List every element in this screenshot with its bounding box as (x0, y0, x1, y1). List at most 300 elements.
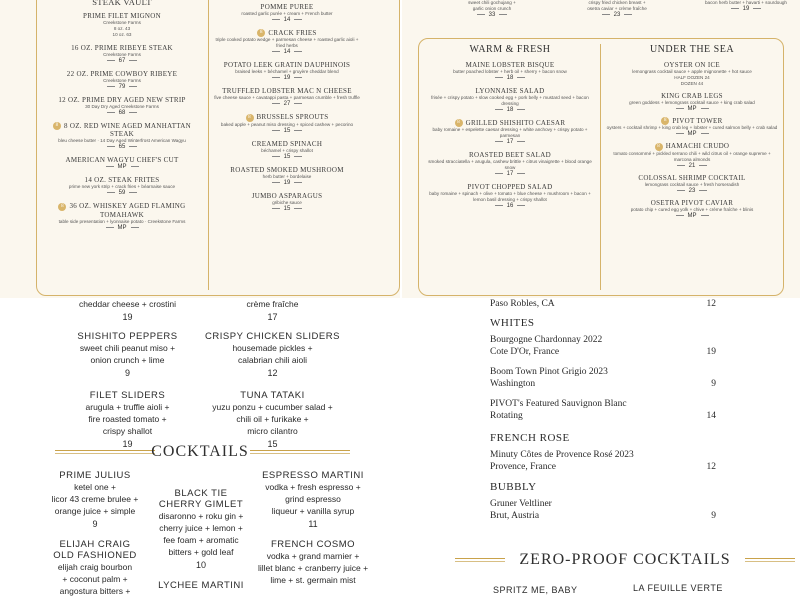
menu-item-desc: oysters + cocktail shrimp + king crab leg + lobster + cured salmon belly + crab salad (606, 125, 778, 131)
menu-item-price (606, 131, 778, 137)
menu-item-name: 12 OZ. PRIME DRY AGED NEW STRIP (58, 96, 186, 104)
menu-item-price (40, 84, 204, 90)
price-value: MP (687, 212, 697, 219)
menu-item-price (212, 101, 362, 107)
price-value: 15 (283, 205, 291, 212)
menu-item-price (212, 17, 362, 23)
menu-item (40, 44, 204, 64)
price-value: 67 (118, 58, 126, 64)
price-dash (676, 215, 684, 216)
menu-item-desc: potato chip + cured egg yolk + chive + crème fraîche + blinis (630, 206, 754, 212)
price-value: 68 (118, 110, 126, 116)
price-dash (676, 133, 684, 134)
menu-item-desc: butter poached lobster + herb oil + sherry + bacon snow (453, 69, 567, 74)
top-middle-fragment (432, 0, 552, 18)
small-plate-item (200, 331, 345, 378)
cocktail-desc: vodka + fresh espresso + (265, 482, 361, 492)
price-dash (677, 190, 685, 191)
price-dash (701, 108, 709, 109)
small-plate-price: 19 (122, 439, 133, 449)
price-dash (106, 166, 114, 167)
cocktails-rule-left-2 (55, 453, 155, 454)
cocktail-item (40, 539, 150, 597)
wine-price: 12 (706, 462, 716, 472)
menu-item (40, 202, 204, 230)
wine-name: Bourgogne Chardonnay 2022 (490, 335, 603, 345)
zero-proof-heading: ZERO-PROOF COCKTAILS (519, 551, 731, 568)
cocktail-item (40, 470, 150, 529)
cocktail-desc: disaronno + roku gin + (158, 511, 244, 521)
cocktails-rule-left (55, 450, 155, 451)
menu-item-size: HALF DOZEN 24 (674, 75, 710, 80)
cocktail-desc: + coconut palm + (62, 574, 128, 584)
price-value: 14 (283, 17, 291, 23)
price-dash (294, 182, 302, 183)
price-value: 16 (506, 203, 514, 210)
price-value: 17 (506, 139, 514, 146)
menu-item (212, 140, 362, 160)
menu-item-name: 22 OZ. PRIME COWBOY RIBEYE (66, 70, 178, 78)
zero-item-2: LA FEUILLE VERTE (633, 583, 723, 593)
cocktails-heading: COCKTAILS (151, 443, 249, 460)
price-value: MP (117, 164, 127, 171)
menu-item (424, 61, 596, 81)
menu-item-name: PIVOT CHOPPED SALAD (467, 183, 553, 192)
small-plate-price: 9 (124, 368, 130, 378)
cocktail-desc: angostura bitters + (59, 586, 131, 596)
small-plate-desc: yuzu ponzu + cucumber salad + (212, 402, 333, 412)
menu-item-price (606, 213, 778, 219)
small-plate-desc: crispy shallot (102, 426, 153, 436)
price-dash (272, 103, 280, 104)
menu-item-desc: roasted garlic purée + cream + French butter (241, 11, 333, 16)
price-dash (129, 86, 137, 87)
menu-item-price (424, 171, 596, 177)
cocktails-col-3 (250, 470, 376, 596)
price-dash (129, 146, 137, 147)
small-plate-desc: micro cilantro (247, 426, 298, 436)
cocktails-rule-right (250, 450, 350, 451)
fragment-price-3: 19 (692, 6, 800, 12)
price-dash (107, 112, 115, 113)
menu-item-name: ROASTED SMOKED MUSHROOM (230, 165, 344, 174)
menu-item-desc: lemongrass cocktail sauce + apple mignonette + hot sauce (632, 69, 752, 74)
menu-item-price (424, 139, 596, 145)
menu-item-name: LYONNAISE SALAD (475, 87, 545, 95)
menu-item (212, 61, 362, 81)
zero-rule-left (455, 558, 505, 559)
menu-item (212, 192, 362, 212)
small-plate-price: 12 (267, 368, 278, 378)
warm-fresh-column (424, 44, 596, 215)
wine-origin-row (490, 461, 716, 473)
menu-item-title (40, 70, 204, 78)
steak-vault-column (40, 0, 204, 237)
menu-item-price (424, 203, 596, 209)
small-plate-name: TUNA TATAKI (240, 390, 305, 401)
cocktails-col-2 (145, 488, 257, 601)
fragment-desc-1: sweet chili gochujang + (468, 0, 516, 5)
menu-item-desc: tomato consommé + pickled serrano chili + wild citrus oil + orange supreme + marcona almonds (613, 150, 771, 162)
price-dash (272, 19, 280, 20)
price-dash (107, 86, 115, 87)
price-dash (272, 77, 280, 78)
under-sea-heading: UNDER THE SEA (649, 44, 735, 55)
wine-origin: Provence, France (490, 462, 556, 472)
panel-divider (208, 0, 209, 290)
menu-item-name: COLOSSAL SHRIMP COCKTAIL (638, 173, 746, 182)
fragment-desc-5: bacon herb butter + havarti + sourdough (705, 0, 787, 5)
menu-item (40, 156, 204, 170)
dietary-badge-icon: 8 (661, 117, 669, 125)
menu-item (606, 174, 778, 194)
menu-item-title (606, 174, 778, 182)
zero-rule-right (745, 558, 795, 559)
small-plate-name: SHISHITO PEPPERS (77, 331, 178, 342)
price-dash (701, 215, 709, 216)
menu-item-price (212, 206, 362, 212)
menu-item-price (212, 154, 362, 160)
bubbly-heading: BUBBLY (490, 481, 537, 493)
menu-item-title (212, 29, 362, 37)
menu-item-name: OSETRA PIVOT CAVIAR (650, 198, 734, 207)
price-value: 19 (283, 75, 291, 82)
menu-item (606, 199, 778, 219)
menu-item-desc: triple cooked potato wedge + parmesan cheese + roasted garlic aioli + fried herbs (215, 37, 359, 49)
menu-item (40, 12, 204, 38)
wine-name: Gruner Veltliner (490, 499, 552, 509)
menu-item-title (212, 61, 362, 69)
menu-item (212, 87, 362, 107)
small-plate-item (55, 390, 200, 449)
wine-top-price: 12 (706, 299, 716, 309)
price-dash (699, 190, 707, 191)
cocktail-desc: cherry juice + lemon + (159, 523, 243, 533)
small-plates-section (0, 298, 400, 600)
price-dash (131, 166, 139, 167)
price-dash (131, 227, 139, 228)
dietary-badge-icon: 8 (58, 203, 66, 211)
cocktail-price: 9 (92, 519, 98, 529)
menu-item-desc: five cheese sauce + cavatappi pasta + parmesan crumble + fresh truffle (214, 95, 360, 101)
price-value: 15 (283, 127, 291, 134)
menu-item-title (606, 61, 778, 69)
menu-item (424, 151, 596, 177)
small-plate-desc: housemade pickles + (232, 343, 313, 353)
cocktail-item (250, 470, 376, 529)
price-dash (517, 173, 525, 174)
wine-price: 9 (711, 379, 716, 389)
menu-item (40, 96, 204, 116)
wine-origin-row (490, 410, 716, 422)
menu-item-desc: frisée + crispy potato + slow cooked egg + pork belly + mustard seed + bacon dressing (431, 95, 589, 106)
steak-vault-heading: STEAK VAULT (92, 0, 152, 7)
price-dash (495, 141, 503, 142)
menu-item-desc: gribiche sauce (272, 199, 302, 205)
menu-item-title (212, 166, 362, 174)
menu-item-price (40, 144, 204, 150)
menu-item (424, 87, 596, 113)
warm-list (424, 61, 596, 209)
cocktail-desc: elijah craig bourbon (57, 562, 133, 572)
menu-item-desc: lemongrass cocktail sauce + fresh horseradish (644, 181, 740, 187)
cocktail-item (250, 539, 376, 586)
cocktail-desc: fee foam + aromatic (163, 535, 239, 545)
cut-left-desc: cheddar cheese + crostini (78, 299, 177, 309)
whites-list (490, 334, 716, 430)
small-plate-name: CRISPY CHICKEN SLIDERS (205, 331, 340, 342)
menu-item-size: DOZEN 44 (680, 81, 704, 86)
menu-item-name: AMERICAN WAGYU CHEF'S CUT (65, 156, 179, 165)
dietary-badge-icon: 8 (455, 119, 463, 127)
cocktail-item (145, 488, 257, 570)
cocktail-name: LYCHEE MARTINI (158, 580, 244, 591)
small-plate-desc: onion crunch + lime (90, 355, 165, 365)
price-dash (294, 77, 302, 78)
menu-item-price (606, 106, 778, 112)
cocktail-price: 11 (308, 519, 318, 529)
menu-item-desc: baked apple + peanut miso dressing + spiced cashew + pecorino (220, 121, 354, 127)
menu-item-desc: smoked stracciatella + arugula, cashew brittle + citrus vinaigrette + blood orange snow (428, 159, 592, 171)
warm-sea-divider (600, 44, 601, 290)
price-value: 27 (283, 101, 291, 108)
wine-item (490, 498, 716, 522)
price-dash (272, 51, 280, 52)
price-value: 18 (506, 75, 514, 81)
cocktail-desc: grind espresso (285, 494, 341, 504)
cocktail-desc: lime + st. germain mist (270, 575, 356, 585)
cocktail-name: CHERRY GIMLET (158, 499, 244, 510)
wine-origin: Cote D'Or, France (490, 347, 560, 357)
cocktail-desc: lillet blanc + cranberry juice + (257, 563, 369, 573)
menu-item (606, 92, 778, 112)
menu-item-name: TRUFFLED LOBSTER MAC N CHEESE (222, 87, 352, 96)
price-value: MP (117, 224, 127, 231)
menu-item-title (424, 183, 596, 191)
cut-right-desc: crème fraîche (246, 299, 299, 309)
cocktail-desc: bitters + gold leaf (168, 547, 234, 557)
top-right-fragment (552, 0, 682, 18)
cut-left-price: 19 (122, 312, 133, 322)
cocktails-col-1 (40, 470, 150, 607)
menu-item-title (40, 44, 204, 52)
menu-item-title (424, 61, 596, 69)
menu-item-price (40, 164, 204, 170)
cocktail-desc: liqueur + vanilla syrup (271, 506, 355, 516)
menu-item-name: JUMBO ASPARAGUS (251, 191, 323, 200)
menu-item-title (424, 151, 596, 159)
menu-item-name: KING CRAB LEGS (661, 92, 723, 100)
price-dash (107, 60, 115, 61)
price-dash (701, 133, 709, 134)
menu-item-desc: bleu cheese butter · 14 Day Aged Winterfrost American Wagyu (58, 138, 186, 144)
wine-top-fragment (490, 298, 716, 310)
price-dash (676, 108, 684, 109)
wine-item (490, 449, 716, 473)
menu-item-desc: baby romaine + espelette caesar dressing + white anchovy + crispy potato + parmesan (432, 127, 588, 139)
menu-item-title (424, 119, 596, 127)
menu-item (212, 113, 362, 133)
menu-item-title (424, 87, 596, 95)
wine-origin: Rotating (490, 411, 523, 421)
dietary-badge-icon: 8 (655, 143, 663, 151)
price-dash (294, 103, 302, 104)
price-value: 18 (506, 107, 514, 113)
price-value: MP (687, 106, 697, 112)
cocktail-name: PRIME JULIUS (59, 470, 131, 481)
menu-item-title (40, 202, 204, 218)
wine-name: Boom Town Pinot Grigio 2023 (490, 367, 608, 377)
top-far-right-fragment (692, 0, 800, 12)
small-plate-price: 15 (267, 439, 278, 449)
wine-origin: Brut, Austria (490, 511, 540, 521)
menu-item (424, 119, 596, 145)
menu-item-title (212, 140, 362, 148)
price-value: 65 (118, 144, 126, 151)
price-value: 15 (283, 153, 291, 160)
menu-item (40, 70, 204, 90)
menu-item-title (40, 156, 204, 164)
sea-list (606, 61, 778, 219)
menu-item-name: PRIME FILET MIGNON (83, 12, 161, 20)
menu-item-price (40, 110, 204, 116)
rose-list (490, 449, 716, 481)
cut-right-price: 17 (267, 312, 278, 322)
fragment-desc-2: garlic onion crunch (472, 6, 512, 11)
menu-item-price (606, 188, 778, 194)
price-value: 17 (506, 171, 514, 178)
plates-left-column (55, 331, 200, 461)
price-dash (107, 192, 115, 193)
price-dash (699, 165, 707, 166)
fragment-desc-3: crispy fried chicken breast + (588, 0, 646, 5)
menu-item-name: CREAMED SPINACH (251, 139, 323, 148)
price-dash (517, 141, 525, 142)
menu-item (40, 176, 204, 196)
steak-sides-panel (0, 0, 400, 298)
menu-item-title (212, 113, 362, 121)
cut-item-right (200, 298, 345, 322)
menu-item-title (40, 12, 204, 20)
small-plate-desc: calabrian chili aioli (238, 355, 307, 365)
price-dash (129, 192, 137, 193)
cocktail-name: OLD FASHIONED (53, 550, 137, 561)
price-dash (495, 173, 503, 174)
plates-right-column (200, 331, 345, 461)
fragment-price: 33 (432, 12, 552, 18)
menu-item-name: GRILLED SHISHITO CAESAR (465, 119, 566, 127)
menu-item-name: CRACK FRIES (268, 29, 317, 37)
menu-item-desc: green goddess + lemongrass cocktail sauce + king crab salad (629, 100, 755, 105)
price-dash (495, 205, 503, 206)
price-value: 59 (118, 190, 126, 197)
price-dash (495, 109, 503, 110)
under-sea-column (606, 44, 778, 224)
wine-price: 9 (711, 511, 716, 521)
menu-item-price (212, 75, 362, 81)
menu-item-size: 8 oz. 43 (113, 26, 131, 31)
small-plate-item (200, 390, 345, 449)
price-dash (294, 208, 302, 209)
cocktails-rule-right-2 (250, 453, 350, 454)
price-dash (129, 60, 137, 61)
menu-item-name: MAINE LOBSTER BISQUE (465, 61, 555, 69)
menu-item-title (40, 96, 204, 104)
menu-item-desc: herb butter + bordelaise (262, 173, 312, 179)
price-dash (106, 227, 114, 228)
menu-item-price (40, 190, 204, 196)
zero-rule-right-2 (745, 561, 795, 562)
wine-name: Minuty Côtes de Provence Rosé 2023 (490, 450, 634, 460)
price-dash (517, 205, 525, 206)
menu-item-name: ROASTED BEET SALAD (469, 151, 551, 160)
cocktail-desc: ketel one + (74, 482, 116, 492)
menu-item-price (424, 107, 596, 113)
cocktail-name: FRENCH COSMO (270, 539, 356, 550)
menu-item-title (40, 122, 204, 138)
small-plate-desc: chili oil + furikake + (236, 414, 309, 424)
menu-item-desc: braised leeks + béchamel + gruyère cheddar blend (235, 69, 339, 75)
price-value: 79 (118, 84, 126, 90)
fragment-price-2: 23 (552, 12, 682, 18)
zero-item-1: SPRITZ ME, BABY (493, 585, 578, 595)
cocktail-desc: licor 43 creme brulee + (51, 494, 139, 504)
menu-item (424, 183, 596, 209)
menu-item (212, 29, 362, 55)
menu-item-desc: Creekstone Farms (103, 78, 141, 83)
menu-item-price (40, 225, 204, 231)
menu-item-price (40, 58, 204, 64)
cocktail-name: BLACK TIE (174, 488, 228, 499)
menu-item (606, 117, 778, 137)
dietary-badge-icon: 8 (53, 122, 61, 130)
menu-item-title (606, 117, 778, 125)
menu-item-size: 10 oz. 63 (112, 32, 132, 37)
cocktail-desc: vodka + grand marnier + (266, 551, 360, 561)
menu-item-title (606, 92, 778, 100)
menu-item-name: BRUSSELS SPROUTS (256, 113, 329, 122)
price-dash (272, 130, 280, 131)
wine-price: 14 (706, 411, 716, 421)
wine-origin-row (490, 378, 716, 390)
small-plate-name: FILET SLIDERS (89, 390, 166, 401)
small-plate-desc: arugula + truffle aioli + (85, 402, 170, 412)
price-dash (272, 182, 280, 183)
cocktail-name: ELIJAH CRAIG (59, 539, 131, 550)
zero-rule-left-2 (455, 561, 505, 562)
wine-origin-row (490, 510, 716, 522)
price-value: 21 (688, 162, 696, 169)
menu-item-name: 14 OZ. STEAK FRITES (84, 176, 160, 185)
menu-item-price (424, 75, 596, 81)
dietary-badge-icon: 8 (257, 29, 265, 37)
price-dash (294, 51, 302, 52)
menu-item-name: PIVOT TOWER (672, 117, 723, 125)
menu-item-name: POTATO LEEK GRATIN DAUPHINOIS (223, 61, 351, 70)
price-value: 23 (688, 187, 696, 194)
menu-item-name: POMME PUREE (260, 3, 314, 11)
price-dash (517, 77, 525, 78)
menu-item-title (606, 142, 778, 150)
menu-item-desc: Creekstone Farms (103, 52, 141, 57)
price-dash (272, 208, 280, 209)
menu-item-name: HAMACHI CRUDO (665, 142, 730, 151)
menu-item-desc: Creekstone Farms (103, 20, 141, 25)
price-dash (294, 156, 302, 157)
menu-item-name: 36 OZ. WHISKEY AGED FLAMING TOMAHAWK (69, 202, 186, 219)
wine-origin-row (490, 346, 716, 358)
menu-item-title (212, 192, 362, 200)
